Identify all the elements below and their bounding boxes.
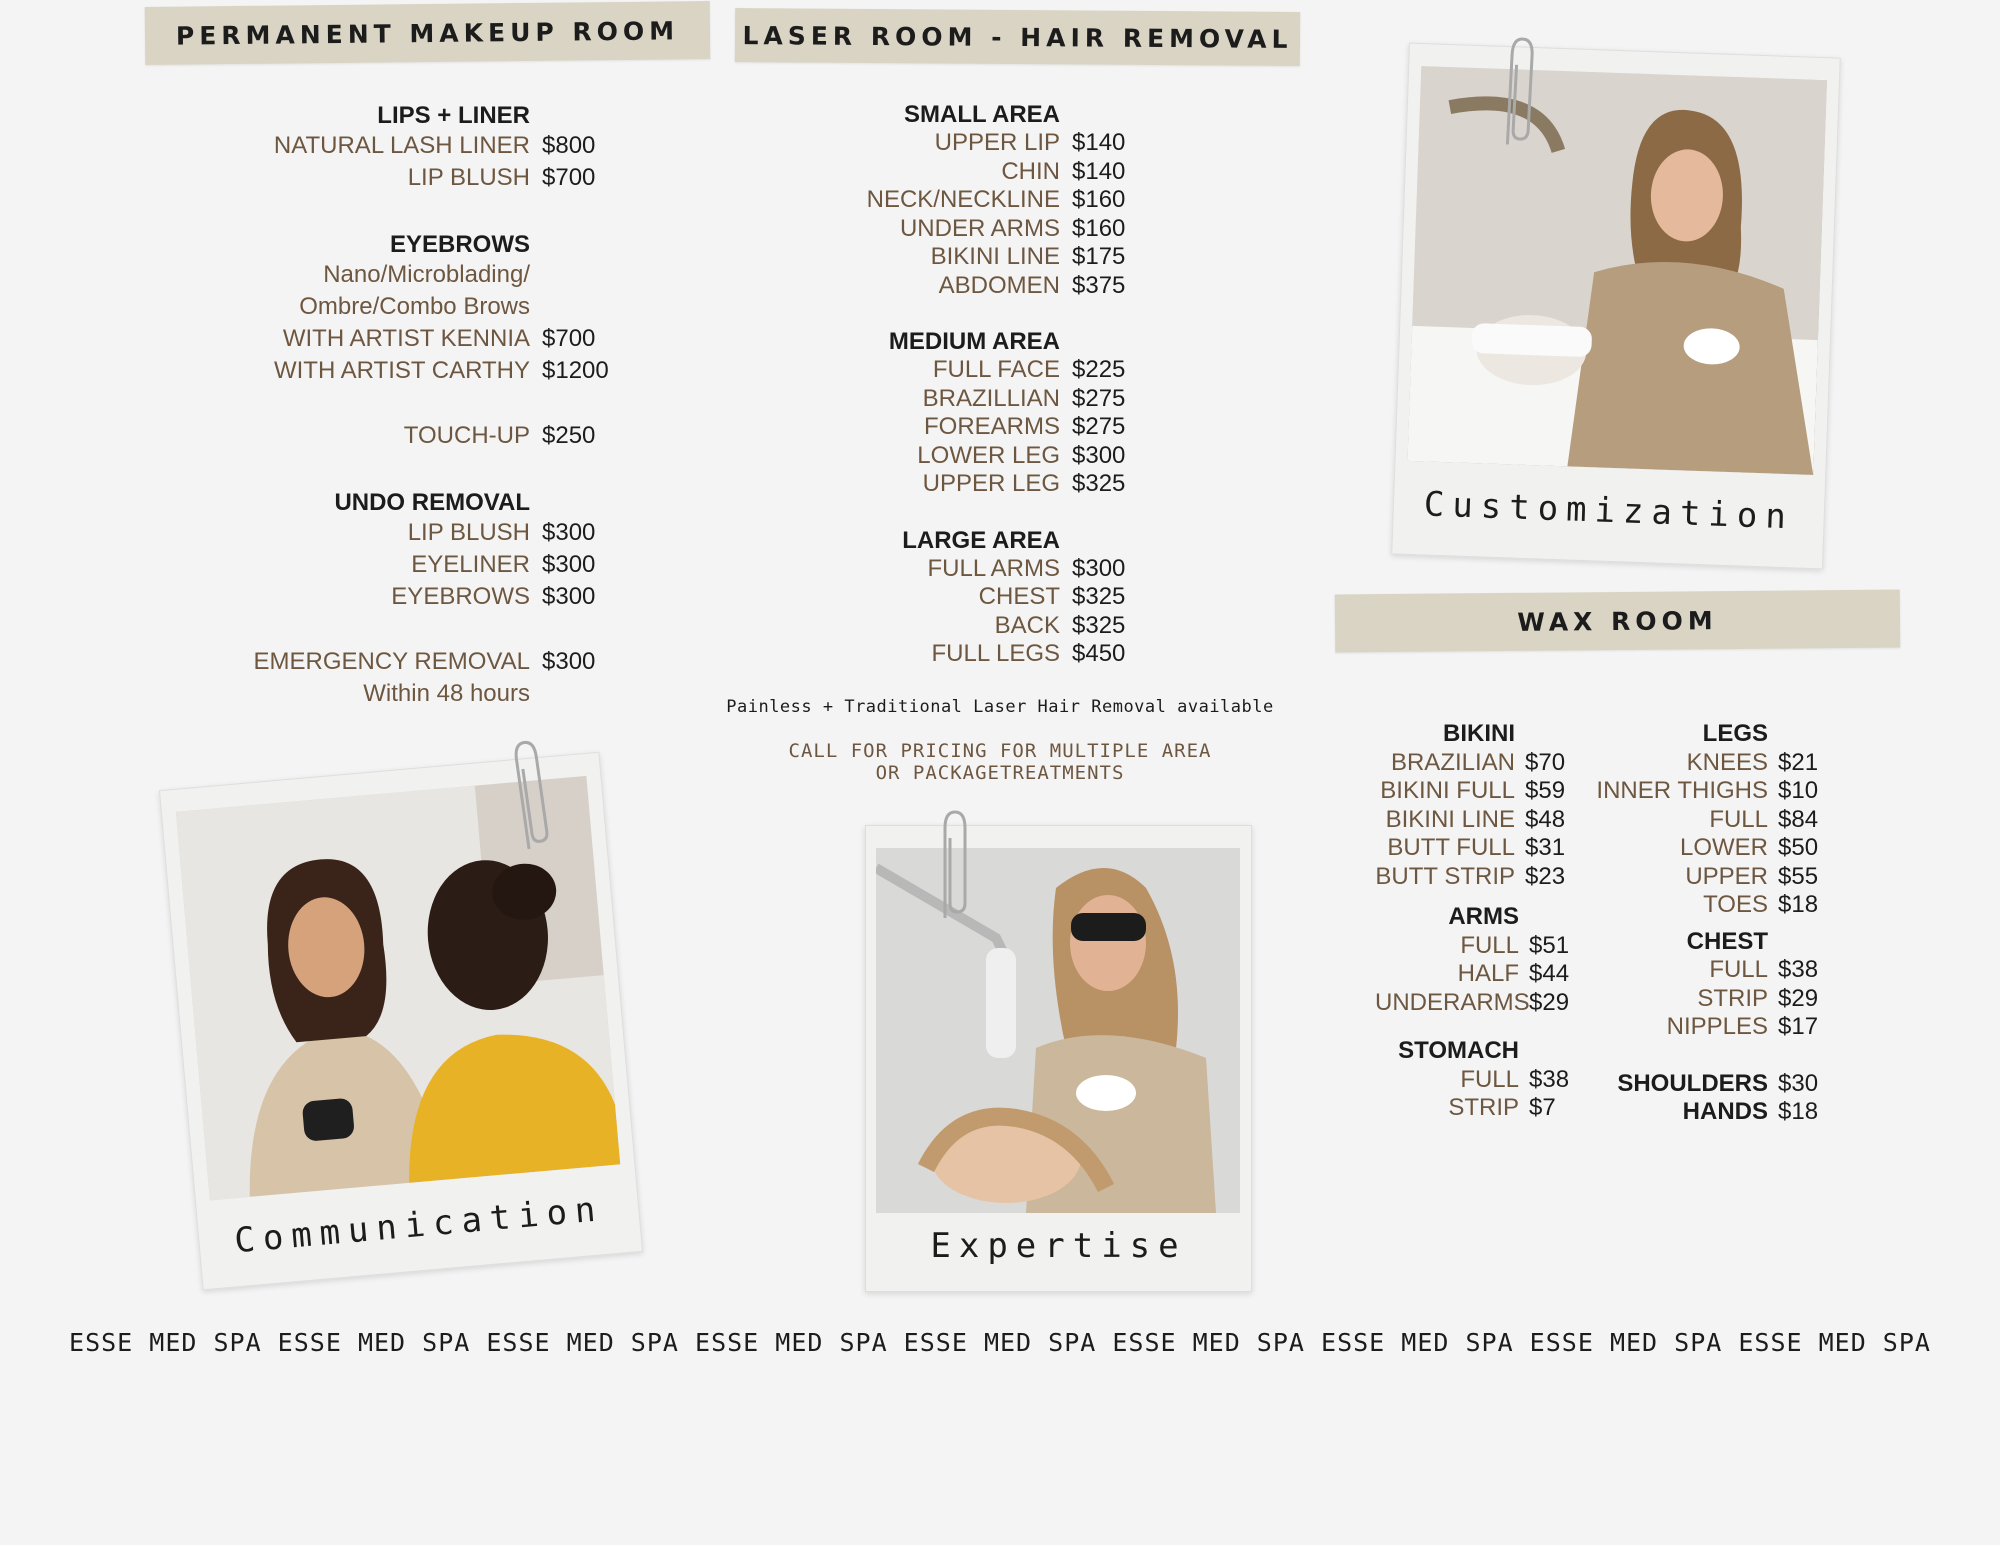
- price-value: $300: [542, 551, 596, 578]
- price-label: BIKINI FULL: [1380, 777, 1515, 804]
- pmu-section-title: [145, 1, 711, 65]
- expertise-caption: Expertise: [930, 1226, 1187, 1266]
- expertise-photo: [876, 848, 1240, 1213]
- communication-photo-card: [159, 752, 643, 1291]
- hands-label: HANDS: [1682, 1098, 1768, 1125]
- price-value: $175: [1072, 243, 1126, 270]
- price-value: $70: [1525, 748, 1566, 776]
- price-value: $160: [1072, 186, 1126, 213]
- price-label: BIKINI LINE: [1385, 805, 1515, 833]
- price-label: LOWER LEG: [917, 441, 1060, 469]
- price-value: $29: [1778, 984, 1819, 1012]
- laser-treatment-photo-illustration: [876, 848, 1240, 1213]
- price-label: BUTT FULL: [1387, 834, 1515, 861]
- medium-area-heading: MEDIUM AREA: [888, 328, 1060, 355]
- communication-caption: Communication: [232, 1189, 605, 1262]
- price-label: FULL: [1460, 931, 1519, 959]
- price-value: $18: [1778, 1098, 1819, 1125]
- bikini-heading: BIKINI: [1443, 720, 1515, 747]
- price-value: $325: [1072, 611, 1126, 639]
- price-label: EYELINER: [411, 551, 530, 578]
- price-label: STRIP: [1448, 1094, 1519, 1121]
- brows-description: Nano/Microblading/: [323, 261, 530, 288]
- price-value: $21: [1778, 748, 1819, 776]
- price-value: $18: [1778, 891, 1819, 918]
- price-value: $50: [1778, 834, 1819, 861]
- price-label: UPPER: [1685, 862, 1768, 890]
- price-label: INNER THIGHS: [1596, 777, 1768, 804]
- arms-heading: ARMS: [1448, 903, 1519, 930]
- price-value: $17: [1778, 1013, 1819, 1040]
- price-value: $7: [1529, 1094, 1556, 1121]
- footer-brand-repeat: ESSE MED SPA ESSE MED SPA ESSE MED SPA ESSE MED SPA ESSE MED SPA ESSE MED SPA ESSE MED SPA ESSE MED SPA ESSE MED SPA: [69, 1328, 1931, 1357]
- paperclip-icon: [935, 808, 975, 928]
- price-label: FOREARMS: [923, 413, 1060, 440]
- wax-section-title: [1335, 590, 1900, 653]
- wax-price-list-left: [1375, 720, 1569, 1123]
- price-value: $44: [1529, 960, 1570, 987]
- pmu-section-label: PERMANENT MAKEUP ROOM: [175, 15, 680, 51]
- price-value: $300: [542, 519, 596, 546]
- price-label: NECK/NECKLINE: [866, 186, 1060, 213]
- price-label: HALF: [1457, 960, 1519, 987]
- price-label: EYEBROWS: [391, 583, 530, 610]
- price-value: $325: [1072, 470, 1126, 497]
- price-label: LOWER: [1679, 834, 1768, 861]
- price-value: $700: [542, 164, 596, 191]
- price-label: BUTT STRIP: [1375, 862, 1515, 890]
- emergency-note: Within 48 hours: [363, 680, 530, 707]
- large-area-heading: LARGE AREA: [902, 526, 1060, 554]
- price-label: UPPER LEG: [922, 470, 1060, 497]
- eyebrows-heading: EYEBROWS: [389, 231, 530, 258]
- price-label: TOUCH-UP: [403, 422, 530, 449]
- wax-price-list-right: [1590, 720, 1818, 1127]
- price-value: $31: [1525, 834, 1566, 861]
- price-value: $30: [1778, 1069, 1819, 1097]
- price-label: FULL: [1709, 805, 1768, 833]
- price-value: $51: [1529, 931, 1570, 959]
- price-value: $23: [1525, 862, 1566, 890]
- price-label: FULL: [1460, 1065, 1519, 1093]
- price-value: $300: [1072, 554, 1126, 582]
- shoulders-label: SHOULDERS: [1617, 1069, 1768, 1097]
- chest-heading: CHEST: [1686, 927, 1768, 955]
- price-label: FULL: [1709, 956, 1768, 983]
- customization-photo: [1407, 66, 1827, 475]
- price-value: $300: [542, 648, 596, 675]
- price-value: $38: [1778, 956, 1819, 983]
- price-value: $225: [1072, 356, 1126, 383]
- price-value: $275: [1072, 413, 1126, 440]
- price-value: $700: [542, 325, 596, 352]
- price-label: BACK: [994, 611, 1060, 639]
- price-label: EMERGENCY REMOVAL: [253, 648, 530, 675]
- price-label: TOES: [1703, 891, 1768, 918]
- undo-heading: UNDO REMOVAL: [334, 489, 530, 516]
- price-value: $1200: [542, 357, 609, 384]
- price-label: FULL LEGS: [931, 640, 1060, 667]
- price-value: $325: [1072, 583, 1126, 610]
- customization-photo-card: [1391, 43, 1841, 570]
- lips-heading: LIPS + LINER: [377, 102, 530, 129]
- wax-section-label: WAX ROOM: [1517, 605, 1718, 637]
- price-label: BIKINI LINE: [930, 243, 1060, 270]
- call-for-pricing-line1: CALL FOR PRICING FOR MULTIPLE AREA: [788, 740, 1212, 762]
- price-value: $450: [1072, 640, 1126, 667]
- price-label: WITH ARTIST CARTHY: [273, 357, 530, 384]
- laser-section-title: [735, 8, 1300, 66]
- price-value: $160: [1072, 214, 1126, 242]
- price-value: $29: [1529, 988, 1570, 1016]
- price-value: $800: [542, 132, 596, 159]
- price-value: $10: [1778, 777, 1819, 804]
- price-label: CHEST: [978, 583, 1060, 610]
- price-value: $59: [1525, 777, 1566, 804]
- price-label: LIP BLUSH: [407, 164, 530, 191]
- laser-section-label: LASER ROOM - HAIR REMOVAL: [742, 20, 1293, 54]
- esthetician-photo-illustration: [1407, 66, 1827, 475]
- small-area-heading: SMALL AREA: [904, 101, 1060, 128]
- price-label: UPPER LIP: [934, 129, 1060, 156]
- price-label: BRAZILIAN: [1390, 748, 1515, 776]
- price-value: $84: [1778, 805, 1819, 833]
- pmu-price-list: [230, 100, 609, 712]
- price-label: FULL FACE: [932, 356, 1060, 383]
- price-label: LIP BLUSH: [407, 519, 530, 546]
- price-value: $140: [1072, 129, 1126, 156]
- price-label: FULL ARMS: [927, 554, 1060, 582]
- laser-price-list: [860, 101, 1125, 669]
- price-value: $300: [542, 583, 596, 610]
- price-value: $55: [1778, 862, 1819, 890]
- price-label: ABDOMEN: [938, 271, 1060, 299]
- price-value: $48: [1525, 805, 1566, 833]
- price-label: UNDER ARMS: [899, 214, 1060, 242]
- price-label: UNDERARMS: [1375, 988, 1530, 1016]
- price-value: $250: [542, 422, 596, 449]
- price-label: BRAZILLIAN: [922, 384, 1060, 412]
- price-label: STRIP: [1697, 984, 1768, 1012]
- price-value: $300: [1072, 441, 1126, 469]
- price-label: CHIN: [1001, 157, 1060, 185]
- price-value: $375: [1072, 271, 1126, 299]
- paperclip-icon: [1497, 34, 1543, 156]
- price-value: $38: [1529, 1065, 1570, 1093]
- brows-description: Ombre/Combo Brows: [299, 293, 530, 320]
- price-value: $275: [1072, 384, 1126, 412]
- laser-availability-note: Painless + Traditional Laser Hair Removal available: [726, 697, 1274, 717]
- expertise-photo-card: [865, 825, 1252, 1292]
- call-for-pricing-line2: OR PACKAGETREATMENTS: [875, 762, 1125, 784]
- price-label: NIPPLES: [1666, 1013, 1768, 1040]
- customization-caption: Customization: [1423, 484, 1795, 538]
- price-label: WITH ARTIST KENNIA: [282, 325, 530, 352]
- price-label: KNEES: [1686, 748, 1768, 776]
- price-value: $140: [1072, 157, 1126, 185]
- price-label: NATURAL LASH LINER: [273, 132, 530, 159]
- stomach-heading: STOMACH: [1398, 1037, 1519, 1064]
- legs-heading: LEGS: [1702, 720, 1768, 747]
